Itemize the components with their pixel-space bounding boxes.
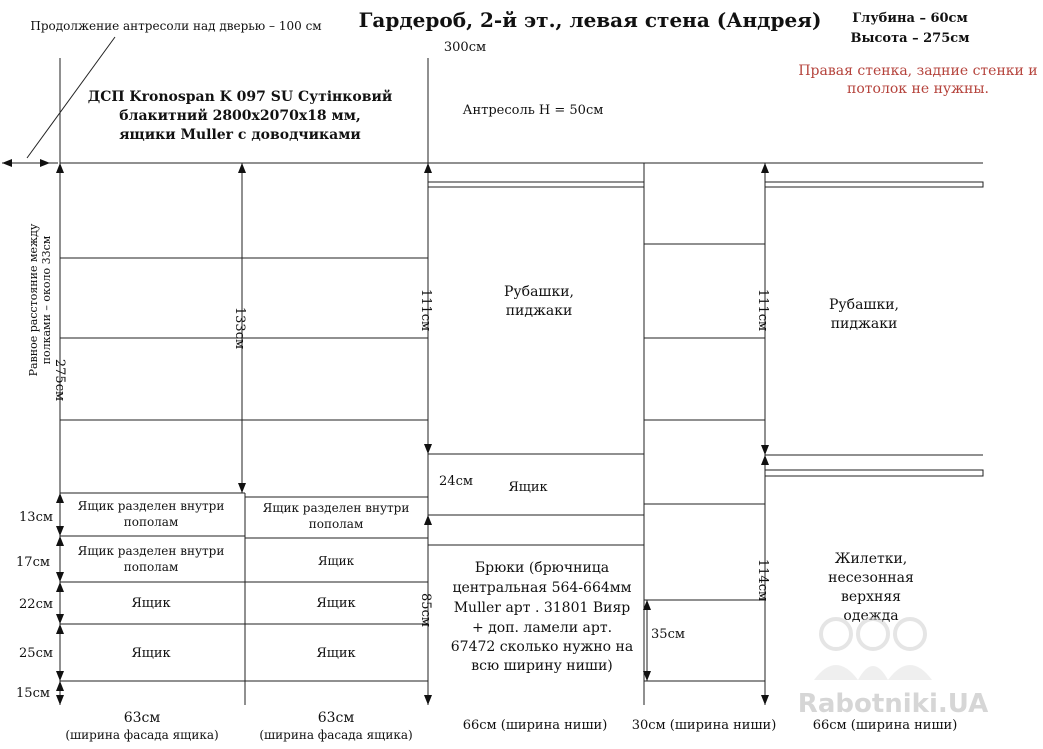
drawer-c1r2-line2: пополам bbox=[123, 560, 179, 574]
mezzanine-continuation-note: Продолжение антресоли над дверью – 100 см bbox=[30, 19, 322, 33]
dim-133-arrow-top bbox=[238, 163, 246, 173]
dim-111a-label: 111см bbox=[418, 288, 433, 332]
dim-15-arrow-top bbox=[56, 681, 64, 691]
red-note-line1: Правая стенка, задние стенки и bbox=[798, 63, 1038, 79]
dim-114-label: 114см bbox=[755, 558, 770, 602]
dim-85-label: 85см bbox=[418, 593, 433, 627]
dim-133-arrow-bottom bbox=[238, 483, 246, 493]
shirts-b-line1: Рубашки, bbox=[829, 297, 899, 313]
dim-114-arrow-bottom bbox=[761, 695, 769, 705]
shirts-a-line2: пиджаки bbox=[505, 303, 573, 319]
continuation-arrow-left bbox=[2, 159, 12, 167]
material-line3: ящики Muller с доводчиками bbox=[119, 127, 361, 143]
dim-275-arrow-top bbox=[56, 163, 64, 173]
page-title: Гардероб, 2-й эт., левая стена (Андрея) bbox=[358, 8, 822, 32]
width-col2: 63см bbox=[317, 710, 355, 726]
dim-111b-arrow-top bbox=[761, 163, 769, 173]
dim-22-label: 22см bbox=[19, 597, 53, 612]
drawer-c2r3: Ящик bbox=[316, 596, 356, 611]
drawer-c2r1-line2: пополам bbox=[308, 517, 364, 531]
dim-17-label: 17см bbox=[16, 555, 50, 570]
watermark-text: Rabotniki.UA bbox=[797, 689, 989, 719]
vests-line1: Жилетки, bbox=[834, 551, 908, 567]
dim-85-arrow-bottom bbox=[424, 695, 432, 705]
dim-25-arrow-top bbox=[56, 624, 64, 634]
depth-label: Глубина – 60см bbox=[852, 11, 968, 26]
trousers-line1: Брюки (брючница bbox=[474, 560, 610, 576]
red-note-line2: потолок не нужны. bbox=[847, 81, 989, 97]
drawer-c2r1-line1: Ящик разделен внутри bbox=[262, 501, 410, 515]
dim-25-arrow-bottom bbox=[56, 671, 64, 681]
dim-22-arrow-bottom bbox=[56, 614, 64, 624]
dim-114-arrow-top bbox=[761, 455, 769, 465]
hanging-rod-1 bbox=[428, 182, 644, 187]
trousers-line6: всю ширину ниши) bbox=[471, 658, 613, 674]
mid-drawer-label: Ящик bbox=[508, 480, 548, 495]
material-line1: ДСП Kronospan K 097 SU Сутінковий bbox=[87, 89, 393, 105]
height-label: Высота – 275см bbox=[850, 31, 970, 46]
drawer-c1r1-line2: пополам bbox=[123, 515, 179, 529]
dim-85-arrow-top bbox=[424, 515, 432, 525]
drawer-c2r2: Ящик bbox=[317, 554, 355, 568]
dim-13-arrow-top bbox=[56, 493, 64, 503]
shelf-spacing-note-line1: Равное расстояние между bbox=[27, 223, 40, 377]
trousers-line4: + доп. ламели арт. bbox=[471, 620, 613, 636]
dim-133-label: 133см bbox=[232, 306, 247, 350]
material-line2: блакитний 2800х2070х18 мм, bbox=[119, 108, 361, 124]
shirts-b-line2: пиджаки bbox=[830, 316, 898, 332]
vests-line4: одежда bbox=[843, 608, 899, 624]
drawer-c2r4: Ящик bbox=[316, 646, 356, 661]
width-col1: 63см bbox=[123, 710, 161, 726]
dim-111a-arrow-bottom bbox=[424, 444, 432, 454]
dim-15-label: 15см bbox=[16, 686, 50, 701]
dim-35-label: 35см bbox=[651, 627, 685, 642]
dim-15-arrow-bottom bbox=[56, 695, 64, 705]
dim-22-arrow-top bbox=[56, 582, 64, 592]
mezzanine-label: Антресоль Н = 50см bbox=[462, 103, 604, 118]
shelf-spacing-note-line2: полками – около 33см bbox=[40, 235, 53, 365]
trousers-line3: Muller арт . 31801 Вияр bbox=[453, 600, 631, 616]
width-col2-note: (ширина фасада ящика) bbox=[259, 728, 413, 742]
drawer-c1r1-line1: Ящик разделен внутри bbox=[77, 499, 225, 513]
trousers-line5: 67472 сколько нужно на bbox=[450, 639, 634, 655]
vests-line3: верхняя bbox=[840, 589, 902, 605]
dim-275-label: 275см bbox=[52, 358, 67, 402]
hanging-rod-2 bbox=[765, 182, 983, 187]
dim-17-arrow-top bbox=[56, 536, 64, 546]
continuation-arrow-right bbox=[40, 159, 50, 167]
dim-24-label: 24см bbox=[439, 474, 473, 489]
dim-13-arrow-bottom bbox=[56, 526, 64, 536]
dim-17-arrow-bottom bbox=[56, 572, 64, 582]
dim-111a-arrow-top bbox=[424, 163, 432, 173]
drawer-c1r3: Ящик bbox=[131, 596, 171, 611]
dim-111b-label: 111см bbox=[755, 288, 770, 332]
width-col1-note: (ширина фасада ящика) bbox=[65, 728, 219, 742]
vests-line2: несезонная bbox=[828, 570, 914, 586]
drawer-c1r2-line1: Ящик разделен внутри bbox=[77, 544, 225, 558]
dim-13-label: 13см bbox=[19, 510, 53, 525]
width-col4: 30см (ширина ниши) bbox=[631, 718, 777, 733]
trousers-line2: центральная 564-664мм bbox=[452, 580, 632, 596]
drawer-c1r4: Ящик bbox=[131, 646, 171, 661]
dim-25-label: 25см bbox=[19, 646, 53, 661]
hanging-rod-3 bbox=[765, 470, 983, 476]
shirts-a-line1: Рубашки, bbox=[504, 284, 574, 300]
workers-helmet-icon bbox=[814, 619, 932, 680]
width-col3: 66см (ширина ниши) bbox=[462, 718, 608, 733]
width-col5: 66см (ширина ниши) bbox=[812, 718, 958, 733]
total-width-label: 300см bbox=[443, 40, 487, 55]
dim-111b-arrow-bottom bbox=[761, 445, 769, 455]
